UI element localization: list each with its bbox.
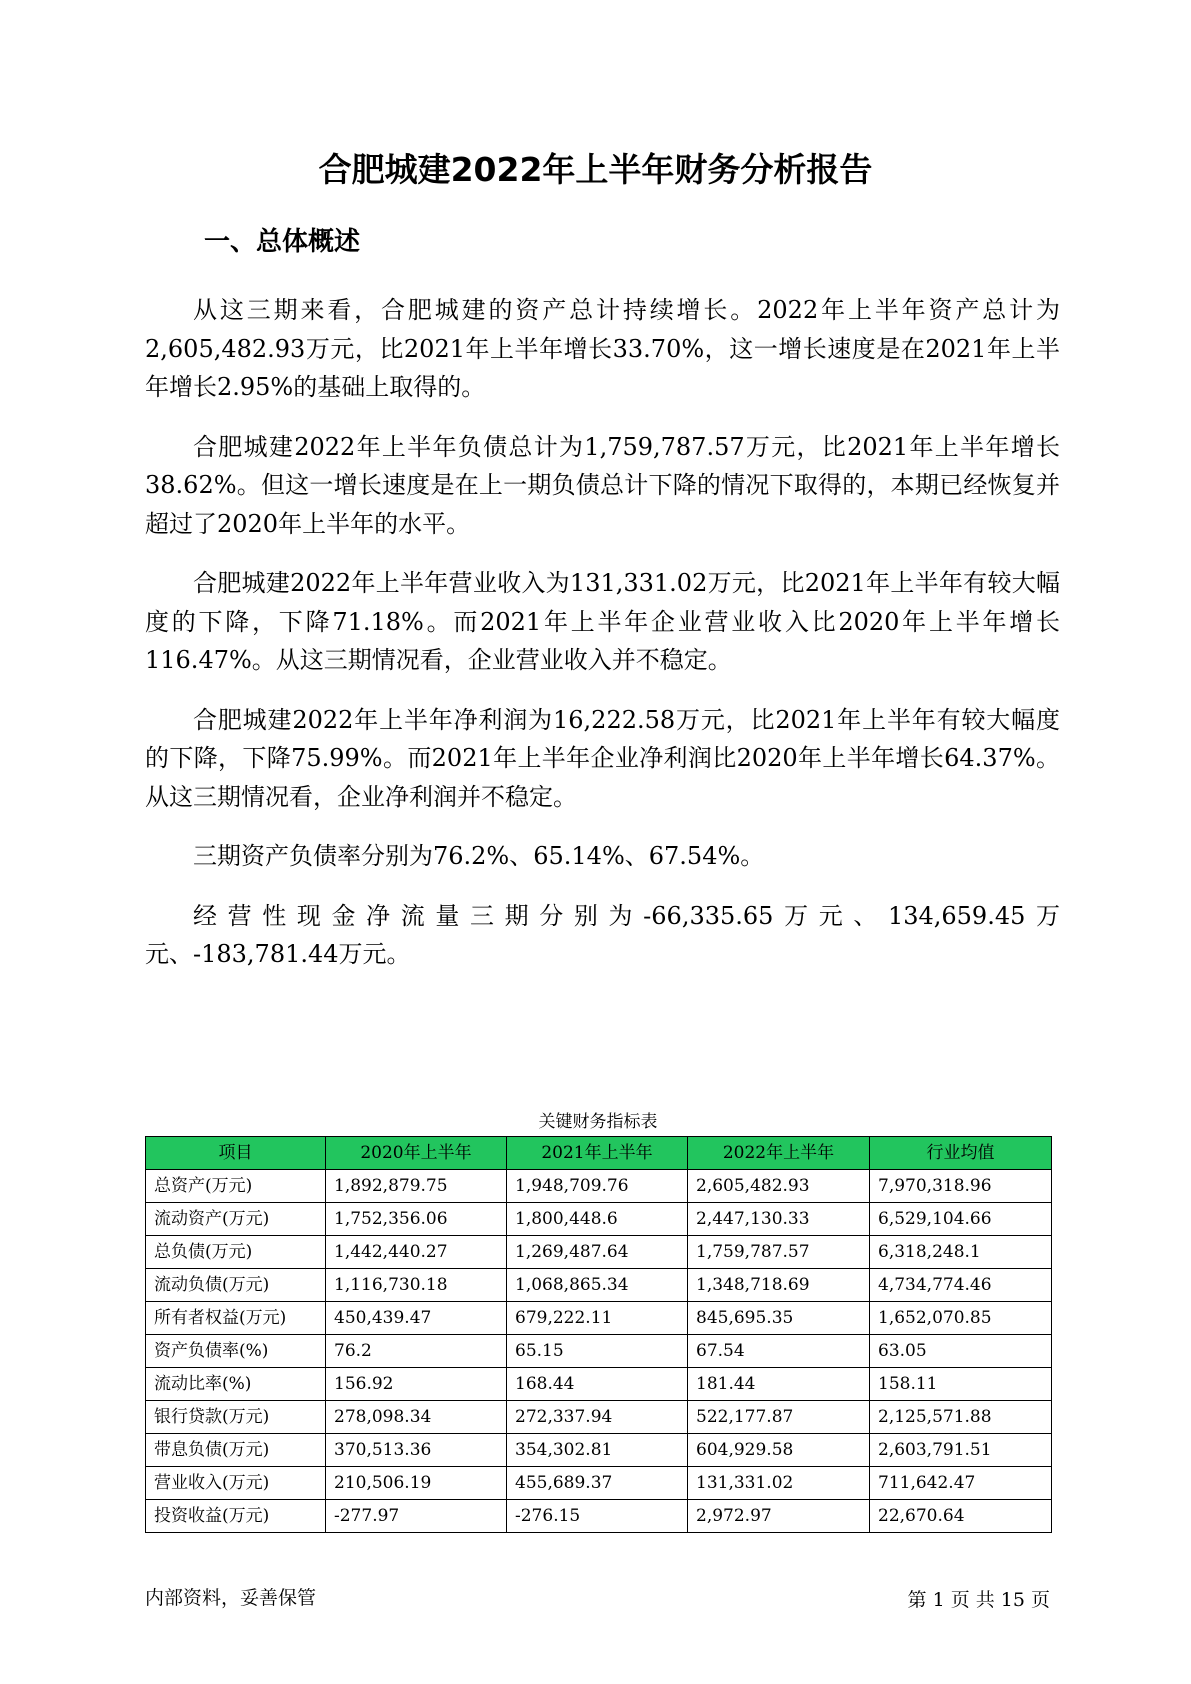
table-row xyxy=(146,1467,1052,1500)
table-cell: 1,442,440.27 xyxy=(326,1236,507,1269)
footer-confidential-note: 内部资料，妥善保管 xyxy=(145,1587,317,1609)
table-row xyxy=(146,1401,1052,1434)
table-cell: 22,670.64 xyxy=(870,1500,1052,1533)
table-cell: 资产负债率(%) xyxy=(146,1335,326,1368)
table-cell: 1,348,718.69 xyxy=(688,1269,870,1302)
paragraph-net-profit: 合肥城建2022年上半年净利润为16,222.58万元，比2021年上半年有较大幅度的下降，下降75.99%。而2021年上半年企业净利润比2020年上半年增长64.37%。从这三期情况看，企业净利润并不稳定。 xyxy=(145,705,1060,811)
table-row xyxy=(146,1500,1052,1533)
table-row xyxy=(146,1269,1052,1302)
table-cell: 银行贷款(万元) xyxy=(146,1401,326,1434)
body-text xyxy=(145,291,1060,995)
table-cell: 845,695.35 xyxy=(688,1302,870,1335)
table-cell: 1,068,865.34 xyxy=(507,1269,688,1302)
table-cell: 67.54 xyxy=(688,1335,870,1368)
table-cell: 流动负债(万元) xyxy=(146,1269,326,1302)
table-cell: 2,972.97 xyxy=(688,1500,870,1533)
table-cell: 455,689.37 xyxy=(507,1467,688,1500)
page-title: 合肥城建2022年上半年财务分析报告 xyxy=(318,150,873,189)
header-industry-average: 行业均值 xyxy=(870,1137,1052,1170)
table-cell: 1,892,879.75 xyxy=(326,1170,507,1203)
table-cell: 181.44 xyxy=(688,1368,870,1401)
header-2021h1: 2021年上半年 xyxy=(507,1137,688,1170)
table-cell: 总资产(万元) xyxy=(146,1170,326,1203)
header-2022h1: 2022年上半年 xyxy=(688,1137,870,1170)
table-cell: 1,752,356.06 xyxy=(326,1203,507,1236)
table-row xyxy=(146,1236,1052,1269)
table-row xyxy=(146,1302,1052,1335)
table-cell: 带息负债(万元) xyxy=(146,1434,326,1467)
table-row xyxy=(146,1335,1052,1368)
table-cell: -277.97 xyxy=(326,1500,507,1533)
table-row xyxy=(146,1170,1052,1203)
table-cell: 76.2 xyxy=(326,1335,507,1368)
table-cell: 65.15 xyxy=(507,1335,688,1368)
table-cell: 2,603,791.51 xyxy=(870,1434,1052,1467)
table-cell: 2,125,571.88 xyxy=(870,1401,1052,1434)
footer-page-number: 第 1 页 共 15 页 xyxy=(907,1589,1050,1611)
paragraph-total-assets: 从这三期来看，合肥城建的资产总计持续增长。2022年上半年资产总计为2,605,482.93万元，比2021年上半年增长33.70%，这一增长速度是在2021年上半年增长2.95%的基础上取得的。 xyxy=(145,296,1060,401)
key-financial-indicators-table xyxy=(145,1136,1052,1533)
table-cell: 2,605,482.93 xyxy=(688,1170,870,1203)
table-cell: 168.44 xyxy=(507,1368,688,1401)
table-row xyxy=(146,1434,1052,1467)
table-cell: 522,177.87 xyxy=(688,1401,870,1434)
table-caption: 关键财务指标表 xyxy=(538,1112,658,1132)
table-cell: 总负债(万元) xyxy=(146,1236,326,1269)
paragraph-debt-ratio: 三期资产负债率分别为76.2%、65.14%、67.54%。 xyxy=(193,842,765,870)
table-cell: 6,529,104.66 xyxy=(870,1203,1052,1236)
table-cell: 1,269,487.64 xyxy=(507,1236,688,1269)
table-cell: 272,337.94 xyxy=(507,1401,688,1434)
table-cell: 158.11 xyxy=(870,1368,1052,1401)
table-cell: 1,759,787.57 xyxy=(688,1236,870,1269)
section-heading: 一、总体概述 xyxy=(204,227,361,257)
table-header-row xyxy=(146,1137,1052,1170)
table-cell: 1,800,448.6 xyxy=(507,1203,688,1236)
table-cell: 1,116,730.18 xyxy=(326,1269,507,1302)
table-cell: 投资收益(万元) xyxy=(146,1500,326,1533)
table-cell: 278,098.34 xyxy=(326,1401,507,1434)
table-cell: 2,447,130.33 xyxy=(688,1203,870,1236)
table-cell: 营业收入(万元) xyxy=(146,1467,326,1500)
table-cell: 156.92 xyxy=(326,1368,507,1401)
table-row xyxy=(146,1203,1052,1236)
paragraph-revenue: 合肥城建2022年上半年营业收入为131,331.02万元，比2021年上半年有较大幅度的下降，下降71.18%。而2021年上半年企业营业收入比2020年上半年增长116.47%。从这三期情况看，企业营业收入并不稳定。 xyxy=(145,569,1060,674)
table-cell: 370,513.36 xyxy=(326,1434,507,1467)
table-cell: 63.05 xyxy=(870,1335,1052,1368)
table-cell: 流动资产(万元) xyxy=(146,1203,326,1236)
table-cell: 流动比率(%) xyxy=(146,1368,326,1401)
header-2020h1: 2020年上半年 xyxy=(326,1137,507,1170)
header-item: 项目 xyxy=(146,1137,326,1170)
table-cell: 679,222.11 xyxy=(507,1302,688,1335)
table-cell: 210,506.19 xyxy=(326,1467,507,1500)
table-cell: 所有者权益(万元) xyxy=(146,1302,326,1335)
table-row xyxy=(146,1368,1052,1401)
table-cell: 6,318,248.1 xyxy=(870,1236,1052,1269)
table-cell: 1,948,709.76 xyxy=(507,1170,688,1203)
paragraph-cash-flow: 经营性现金净流量三期分别为-66,335.65万元、134,659.45万元、-183,781.44万元。 xyxy=(145,901,1060,968)
table-cell: 7,970,318.96 xyxy=(870,1170,1052,1203)
paragraph-total-liabilities: 合肥城建2022年上半年负债总计为1,759,787.57万元，比2021年上半年增长38.62%。但这一增长速度是在上一期负债总计下降的情况下取得的，本期已经恢复并超过了2020年上半年的水平。 xyxy=(145,432,1060,538)
table-cell: -276.15 xyxy=(507,1500,688,1533)
table-cell: 604,929.58 xyxy=(688,1434,870,1467)
table-cell: 450,439.47 xyxy=(326,1302,507,1335)
table-cell: 1,652,070.85 xyxy=(870,1302,1052,1335)
table-cell: 4,734,774.46 xyxy=(870,1269,1052,1302)
table-cell: 131,331.02 xyxy=(688,1467,870,1500)
table-cell: 711,642.47 xyxy=(870,1467,1052,1500)
table-cell: 354,302.81 xyxy=(507,1434,688,1467)
